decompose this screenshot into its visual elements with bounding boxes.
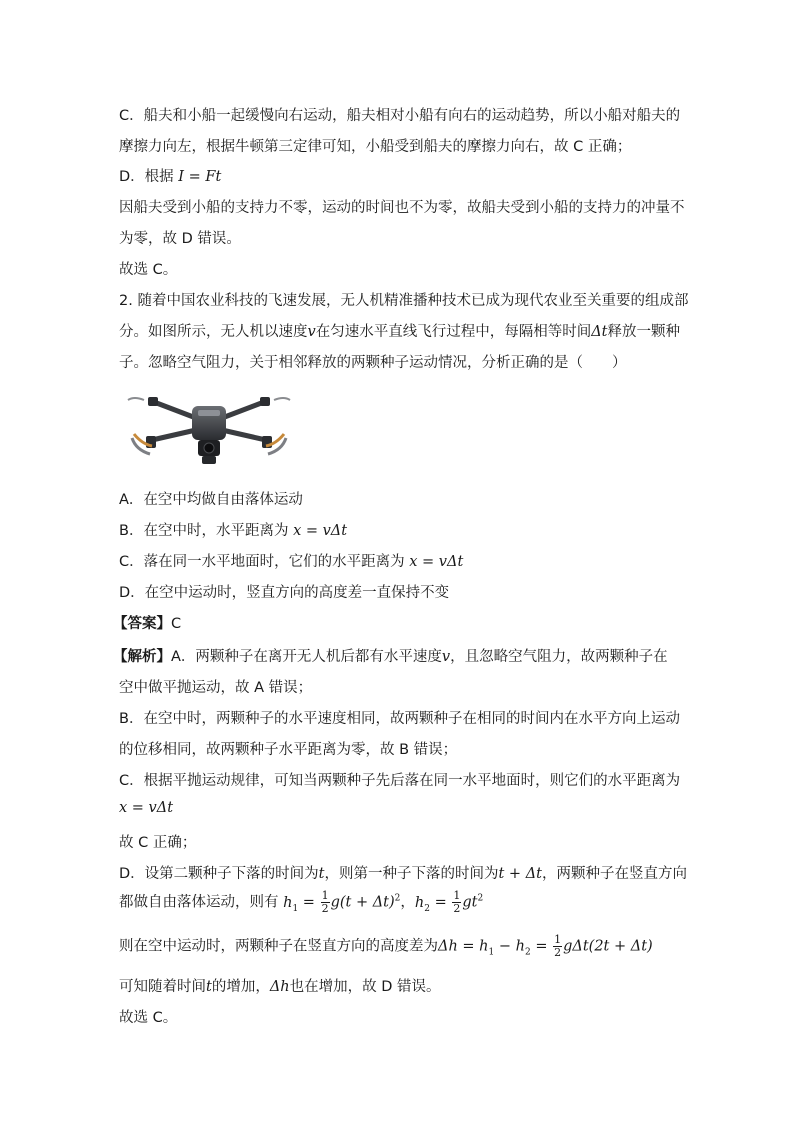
formula-line: 都做自由落体运动，则有 $h_1$ = $\frac{1}{2}$ $g(t + \Delta t)^2$，$h_2$ = $\frac{1}{2}$ $gt^2$ xyxy=(119,889,484,915)
text-line: C．根据平抛运动规律，可知当两颗种子先后落在同一水平地面时，则它们的水平距离为 xyxy=(119,773,681,789)
fraction: $\frac{1}{2}$ xyxy=(453,889,461,915)
text-line: 的位移相同，故两颗种子水平距离为零，故 B 错误； xyxy=(119,742,458,758)
option-c: C．落在同一水平地面时，它们的水平距离为 x = vΔt xyxy=(119,554,464,570)
formula: I = Ft xyxy=(178,169,222,185)
text-line: 为零，故 D 错误。 xyxy=(119,231,241,247)
text-line: 可知随着时间t的增加，Δh也在增加，故 D 错误。 xyxy=(119,979,441,995)
text-line: 子。忽略空气阻力，关于相邻释放的两颗种子运动情况，分析正确的是（ ） xyxy=(119,355,627,371)
text-line: 分。如图所示，无人机以速度v在匀速水平直线飞行过程中，每隔相等时间Δt释放一颗种 xyxy=(119,324,681,340)
text-line: 故 C 正确； xyxy=(119,835,197,851)
analysis-line: 【解析】A．两颗种子在离开无人机后都有水平速度v，且忽略空气阻力，故两颗种子在 xyxy=(113,649,668,665)
answer-label: 【答案】 xyxy=(113,616,171,632)
text-line: 故选 C。 xyxy=(119,1010,178,1026)
text-line: 摩擦力向左，根据牛顿第三定律可知，小船受到船夫的摩擦力向右，故 C 正确； xyxy=(119,139,632,155)
formula-line: x = vΔt xyxy=(119,800,174,816)
formula-line: 则在空中运动时，两颗种子在竖直方向的高度差为$\Delta h = h_1 - h_2$ = $\frac{1}{2}$ gΔt(2t + Δt) xyxy=(119,933,653,959)
text-line: B．在空中时，两颗种子的水平速度相同，故两颗种子在相同的时间内在水平方向上运动 xyxy=(119,711,680,727)
option-b: B．在空中时，水平距离为 x = vΔt xyxy=(119,523,348,539)
analysis-label: 【解析】 xyxy=(113,649,171,665)
fraction: $\frac{1}{2}$ xyxy=(321,889,329,915)
fraction: $\frac{1}{2}$ xyxy=(554,933,562,959)
answer-value: C xyxy=(171,616,182,632)
text-line: 空中做平抛运动，故 A 错误； xyxy=(119,680,313,696)
question-title: 2. 随着中国农业科技的飞速发展，无人机精准播种技术已成为现代农业至关重要的组成部 xyxy=(119,293,689,309)
text-line: D．设第二颗种子下落的时间为t，则第一种子下落的时间为t + Δt，两颗种子在竖直方向 xyxy=(119,866,687,882)
text-line: 故选 C。 xyxy=(119,262,178,278)
answer-line xyxy=(113,612,181,633)
option-d: D．在空中运动时，竖直方向的高度差一直保持不变 xyxy=(119,585,450,601)
text-line: C．船夫和小船一起缓慢向右运动，船夫相对小船有向右的运动趋势，所以小船对船夫的 xyxy=(119,108,681,124)
text-line: 因船夫受到小船的支持力不零，运动的时间也不为零，故船夫受到小船的支持力的冲量不 xyxy=(119,200,685,216)
drone-photo-icon xyxy=(126,388,292,468)
text-line: D．根据 I = Ft xyxy=(119,169,222,185)
option-a: A．在空中均做自由落体运动 xyxy=(119,492,303,508)
